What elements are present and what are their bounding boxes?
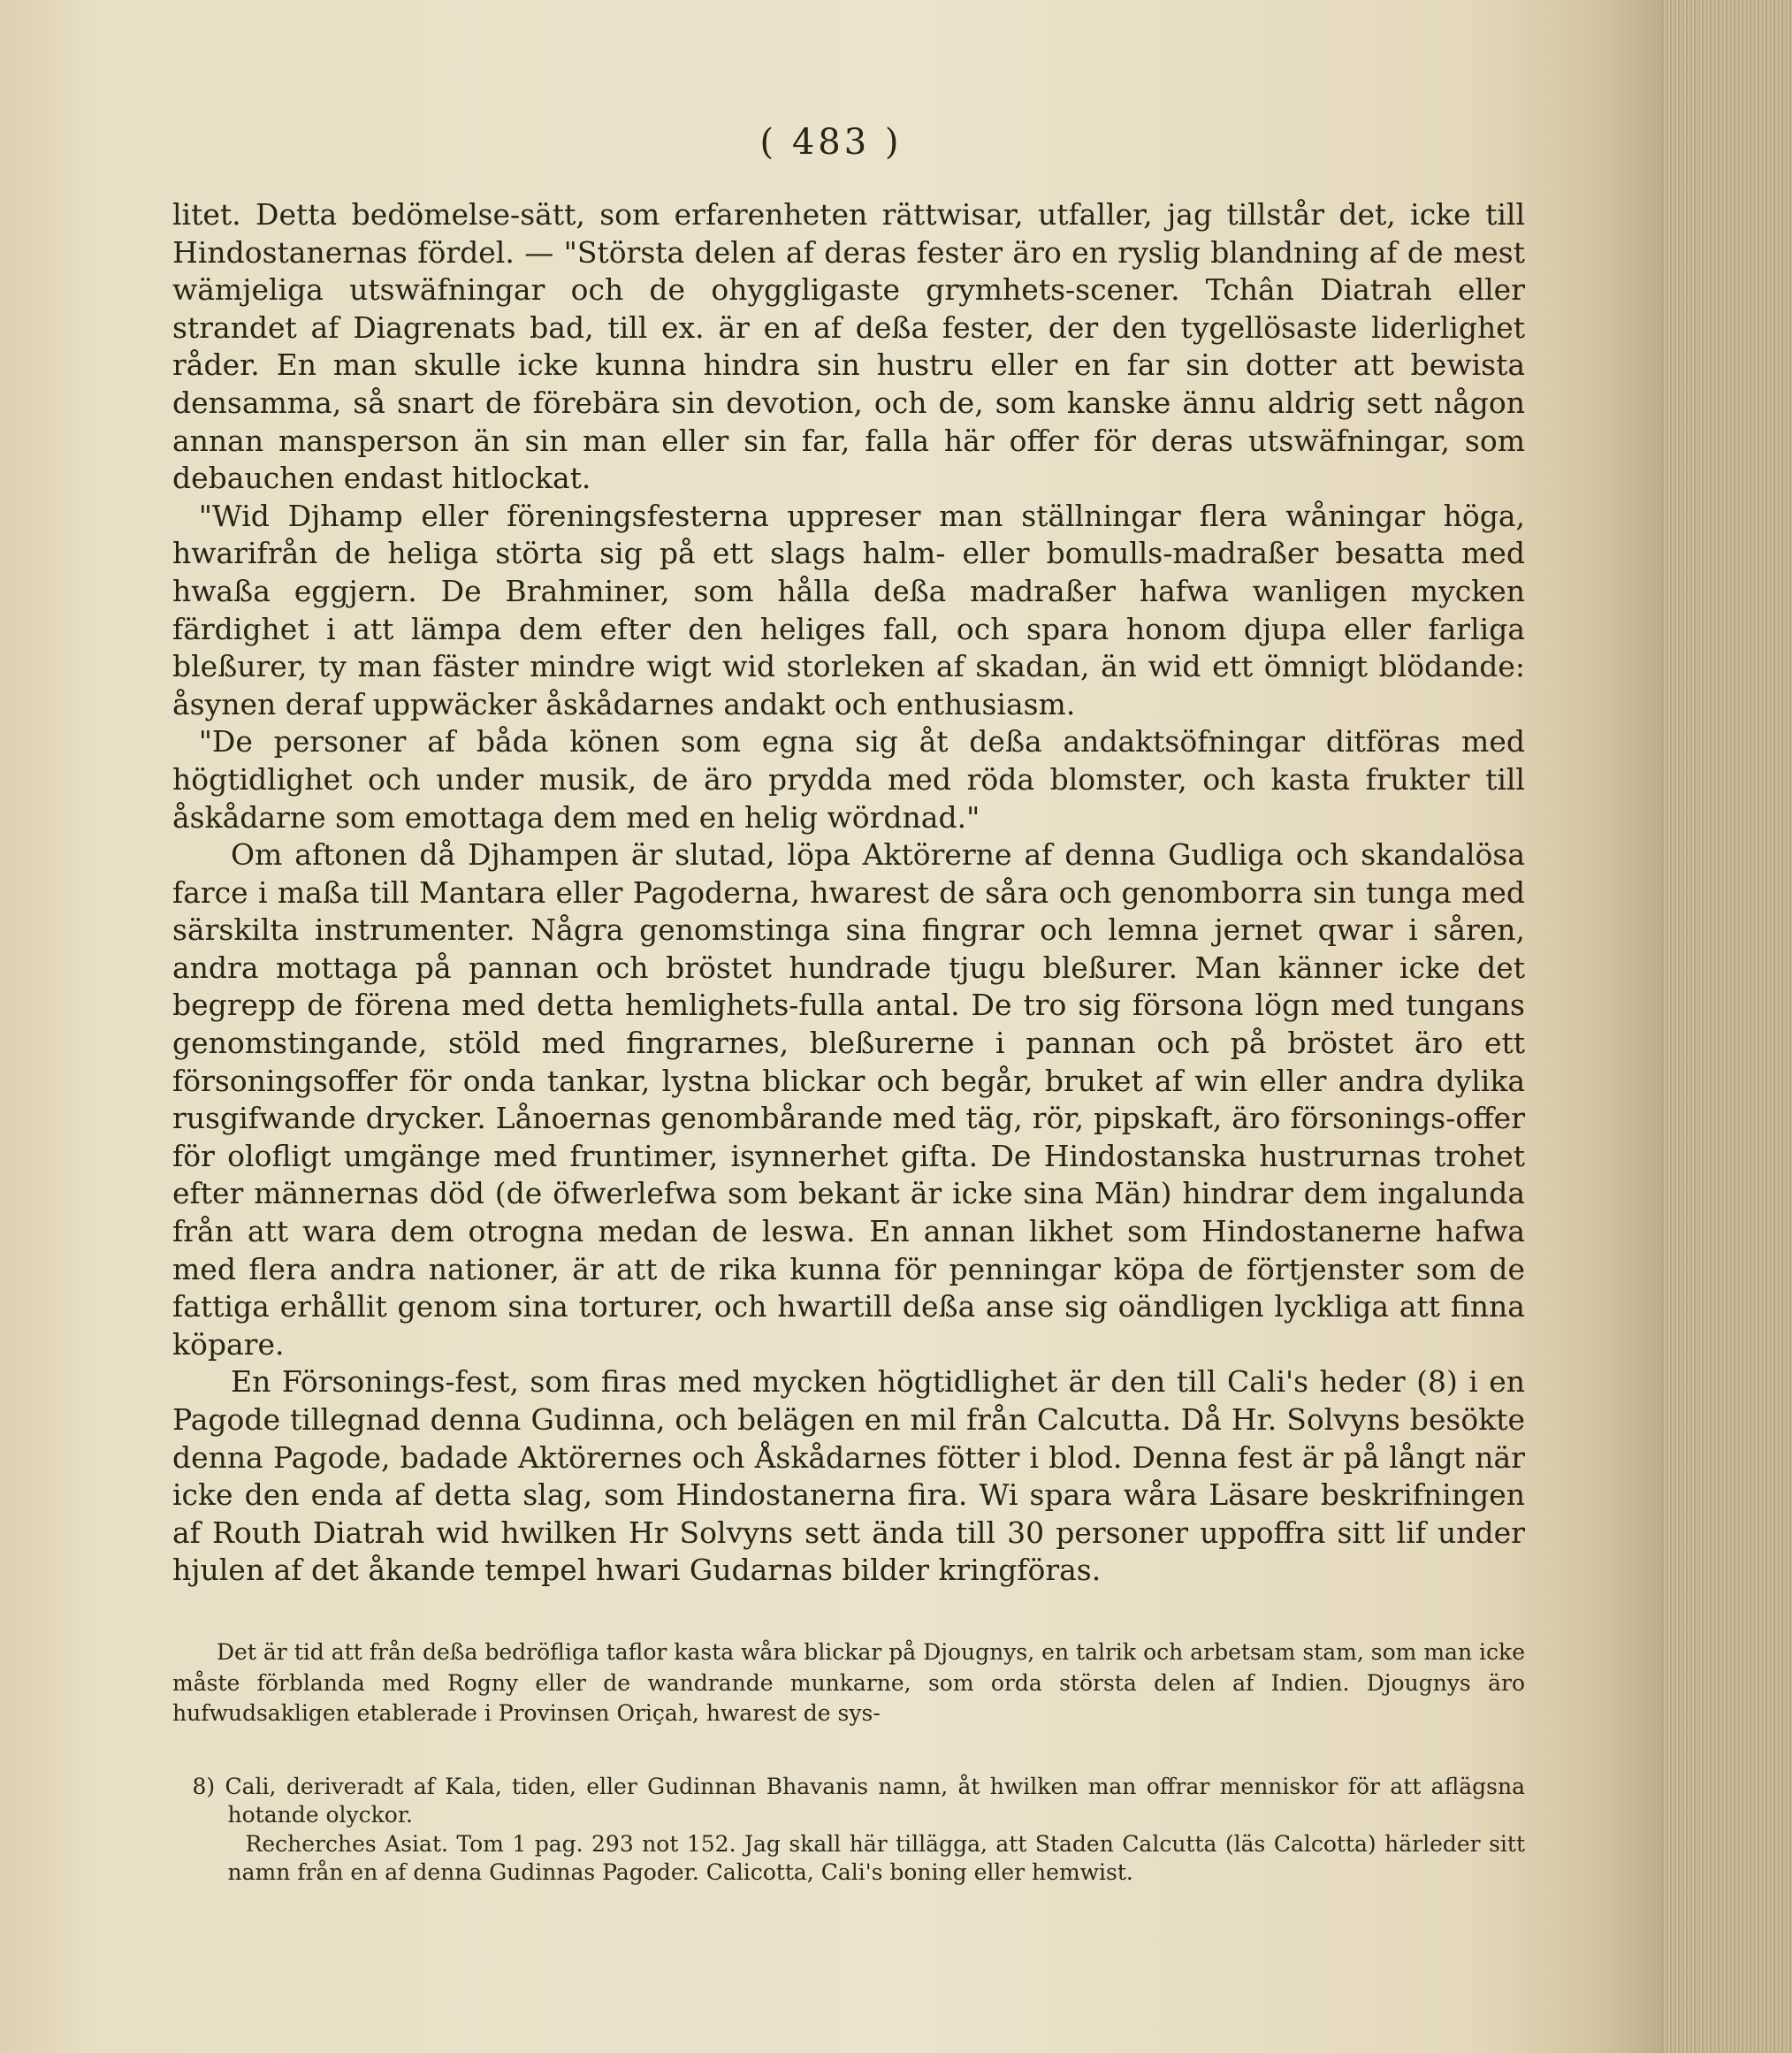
footnote-line: 8) Cali, deriveradt af Kala, tiden, eller Gudinnan Bhavanis namn, åt hwilken man offrar menniskor för att aflägsna hotande olyckor. bbox=[192, 1774, 1525, 1828]
body-text bbox=[172, 196, 1525, 1590]
note-text: Det är tid att från deßa bedröfliga taflor kasta wåra blickar på Djougnys, en talrik och arbetsam stam, som man icke måste förblanda med Rogny eller de wandrande munkarne, som orda största delen af Indien. Djougnys äro hufwudsakligen etablerade i Provinsen Oriçah, hwarest de sys- bbox=[172, 1639, 1525, 1726]
paragraph: En Försonings-fest, som firas med mycken högtidlighet är den till Cali's heder (8) i en Pagode tillegnad denna Gudinna, och belägen en mil från Calcutta. Då Hr. Solvyns besökte denna Pagode, badade Aktörernes och Åskådarnes fötter i blod. Denna fest är på långt när icke den enda af detta slag, som Hindostanerna fira. Wi spara wåra Läsare beskrifningen af Routh Diatrah wid hwilken Hr Solvyns sett ända till 30 personer uppoffra sitt lif under hjulen af det åkande tempel hwari Gudarnas bilder kringföras. bbox=[172, 1364, 1525, 1588]
paragraph: litet. Detta bedömelse-sätt, som erfarenheten rättwisar, utfaller, jag tillstår det, icke till Hindostanernas fördel. — "Största delen af deras fester äro en ryslig blandning af de mest wämjeliga utswäfningar och de ohyggligaste grymhets-scener. Tchân Diatrah eller strandet af Diagrenats bad, till ex. är en af deßa fester, der den tygellösaste liderlighet råder. En man skulle icke kunna hindra sin hustru eller en far sin dotter att bewista densamma, så snart de förebära sin devotion, och de, som kanske ännu aldrig sett någon annan mansperson än sin man eller sin far, falla här offer för deras utswäfningar, som debauchen endast hitlockat. bbox=[172, 197, 1525, 496]
page-number: ( 483 ) bbox=[759, 122, 903, 163]
paragraph: "Wid Djhamp eller föreningsfesterna uppreser man ställningar flera wåningar höga, hwarifrån de heliga störta sig på ett slags halm- eller bomulls-madraßer besatta med hwaßa eggjern. De Brahminer, som hålla deßa madraßer hafwa wanligen mycken färdighet i att lämpa dem efter den heliges fall, och spara honom djupa eller farliga bleßurer, ty man fäster mindre wigt wid storleken af skadan, än wid ett ömnigt blödande: åsynen deraf uppwäcker åskådarnes andakt och enthusiasm. bbox=[172, 498, 1525, 721]
footnote-line: Recherches Asiat. Tom 1 pag. 293 not 152. Jag skall här tillägga, att Staden Calcutta (läs Calcotta) härleder sitt namn från en af denna Gudinnas Pagoder. Calicotta, Cali's boning eller hemwist. bbox=[227, 1830, 1525, 1886]
paragraph: "De personer af båda könen som egna sig åt deßa andaktsöfningar ditföras med högtidlighet och under musik, de äro prydda med röda blomster, och kasta frukter till åskådarne som emottaga dem med en helig wördnad." bbox=[172, 724, 1525, 835]
paragraph: Om aftonen då Djhampen är slutad, löpa Aktörerne af denna Gudliga och skandalösa farce i maßa till Mantara eller Pagoderna, hwarest de såra och genomborra sin tunga med särskilta instrumenter. Några genomstinga sina fingrar och lemna jernet qwar i såren, andra mottaga på pannan och bröstet hundrade tjugu bleßurer. Man känner icke det begrepp de förena med detta hemlighets-fulla antal. De tro sig försona lögn med tungans genomstingande, stöld med fingrarnes, bleßurerne i pannan och på bröstet äro ett försoningsoffer för onda tankar, lystna blickar och begår, bruket af win eller andra dylika rusgifwande drycker. Lånoernas genombårande med täg, rör, pipskaft, äro försonings-offer för olofligt umgänge med fruntimer, isynnerhet gifta. De Hindostanska hustrurnas trohet efter männernas död (de öfwerlefwa som bekant är icke sina Män) hindrar dem ingalunda från att wara dem otrogna medan de leswa. En annan likhet som Hindostanerne hafwa med flera andra nationer, är att de rika kunna för penningar köpa de förtjenster som de fattiga erhållit genom sina torturer, och hwartill deßa anse sig oändligen lyckliga att finna köpare. bbox=[172, 837, 1525, 1362]
page-edge bbox=[1662, 0, 1792, 2053]
footnote bbox=[172, 1773, 1525, 1888]
small-note bbox=[172, 1637, 1525, 1729]
